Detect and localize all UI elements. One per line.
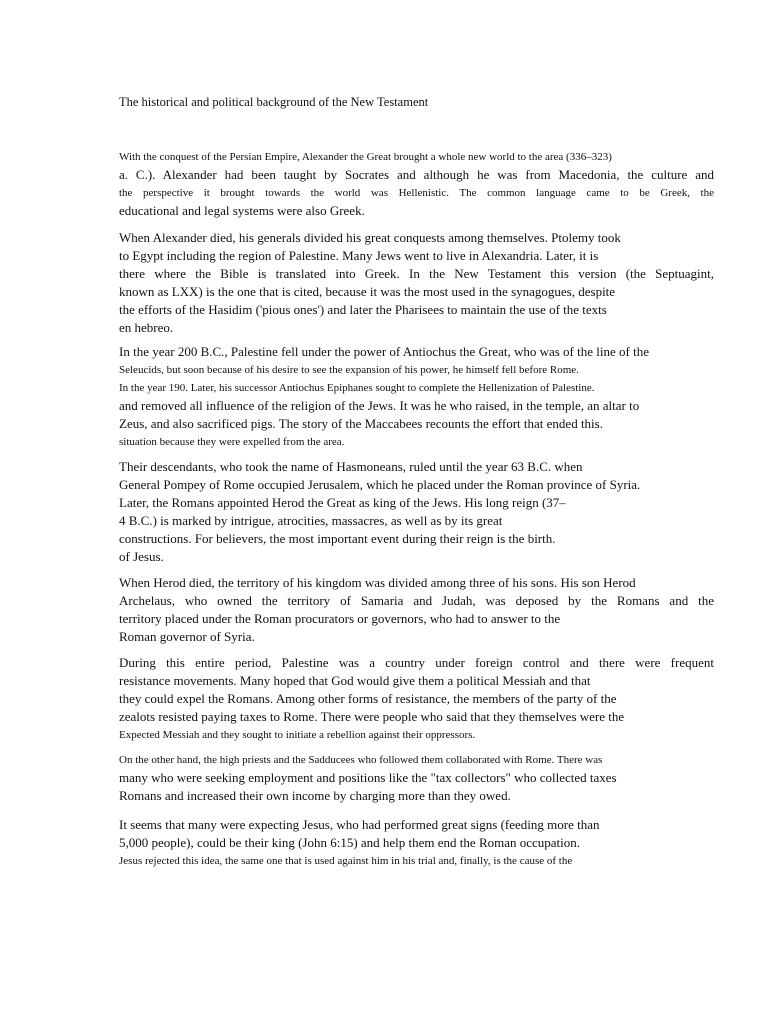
paragraph-ptolemy xyxy=(119,229,714,337)
paragraph-line: known as LXX) is the one that is cited, because it was the most used in the synagogues, despite xyxy=(119,284,616,299)
paragraph-line: It seems that many were expecting Jesus, who had performed great signs (feeding more than xyxy=(119,817,600,832)
page-title: The historical and political background of the New Testament xyxy=(119,95,429,109)
paragraph-line: en hebreo. xyxy=(119,320,174,335)
paragraph-line: Roman governor of Syria. xyxy=(119,629,255,644)
paragraph-line: With the conquest of the Persian Empire, Alexander the Great brought a whole new world to the area (336–323) xyxy=(119,151,612,163)
paragraph-high-priests xyxy=(119,751,714,805)
paragraph-line: the efforts of the Hasidim ('pious ones') and later the Pharisees to maintain the use of the texts xyxy=(119,302,607,317)
paragraph-line: General Pompey of Rome occupied Jerusalem, which he placed under the Roman province of Syria. xyxy=(119,477,641,492)
paragraph-line: Archelaus, who owned the territory of Samaria and Judah, was deposed by the Romans and the xyxy=(119,593,714,608)
paragraph-antiochus xyxy=(119,343,714,451)
paragraph-line: resistance movements. Many hoped that God would give them a political Messiah and that xyxy=(119,673,591,688)
paragraph-line: the perspective it brought towards the world was Hellenistic. The common language came to be Greek, the xyxy=(119,187,714,199)
paragraph-expecting-jesus xyxy=(119,816,714,870)
paragraph-line: When Herod died, the territory of his kingdom was divided among three of his sons. His son Herod xyxy=(119,575,636,590)
paragraph-hasmoneans xyxy=(119,458,714,566)
paragraph-line: zealots resisted paying taxes to Rome. There were people who said that they themselves were the xyxy=(119,709,625,724)
paragraph-line: they could expel the Romans. Among other forms of resistance, the members of the party of the xyxy=(119,691,617,706)
paragraph-line: Seleucids, but soon because of his desire to see the expansion of his power, he himself fell before Rome. xyxy=(119,364,579,376)
paragraph-line: Later, the Romans appointed Herod the Great as king of the Jews. His long reign (37– xyxy=(119,495,566,510)
paragraph-line: situation because they were expelled from the area. xyxy=(119,436,345,448)
paragraph-line: educational and legal systems were also Greek. xyxy=(119,203,365,218)
paragraph-line: to Egypt including the region of Palestine. Many Jews went to live in Alexandria. Later, it is xyxy=(119,248,599,263)
paragraph-herod-death xyxy=(119,574,714,646)
paragraph-line: 5,000 people), could be their king (John 6:15) and help them end the Roman occupation. xyxy=(119,835,581,850)
paragraph-line: Expected Messiah and they sought to initiate a rebellion against their oppressors. xyxy=(119,729,476,741)
paragraph-line: territory placed under the Roman procurators or governors, who had to answer to the xyxy=(119,611,561,626)
paragraph-line: Romans and increased their own income by charging more than they owed. xyxy=(119,788,511,803)
paragraph-line: In the year 200 B.C., Palestine fell under the power of Antiochus the Great, who was of the line of the xyxy=(119,344,649,359)
paragraph-line: a. C.). Alexander had been taught by Socrates and although he was from Macedonia, the culture and xyxy=(119,167,714,182)
paragraph-line: many who were seeking employment and positions like the "tax collectors" who collected taxes xyxy=(119,770,617,785)
paragraph-line: there where the Bible is translated into Greek. In the New Testament this version (the Septuagint, xyxy=(119,266,714,281)
paragraph-foreign-control xyxy=(119,654,714,744)
paragraph-line: of Jesus. xyxy=(119,549,164,564)
paragraph-line: Their descendants, who took the name of Hasmoneans, ruled until the year 63 B.C. when xyxy=(119,459,583,474)
paragraph-line: 4 B.C.) is marked by intrigue, atrocities, massacres, as well as by its great xyxy=(119,513,503,528)
paragraph-line: constructions. For believers, the most important event during their reign is the birth. xyxy=(119,531,556,546)
paragraph-line: Zeus, and also sacrificed pigs. The story of the Maccabees recounts the effort that ended this. xyxy=(119,416,603,431)
paragraph-line: and removed all influence of the religion of the Jews. It was he who raised, in the temple, an altar to xyxy=(119,398,640,413)
paragraph-line: During this entire period, Palestine was a country under foreign control and there were frequent xyxy=(119,655,714,670)
paragraph-line: In the year 190. Later, his successor Antiochus Epiphanes sought to complete the Hellenization of Palestine. xyxy=(119,382,595,394)
paragraph-alexander-conquest xyxy=(119,148,714,220)
paragraph-line: When Alexander died, his generals divided his great conquests among themselves. Ptolemy took xyxy=(119,230,621,245)
paragraph-line: Jesus rejected this idea, the same one that is used against him in his trial and, finally, is the cause of the xyxy=(119,855,573,867)
paragraph-line: On the other hand, the high priests and the Sadducees who followed them collaborated with Rome. There was xyxy=(119,754,603,766)
